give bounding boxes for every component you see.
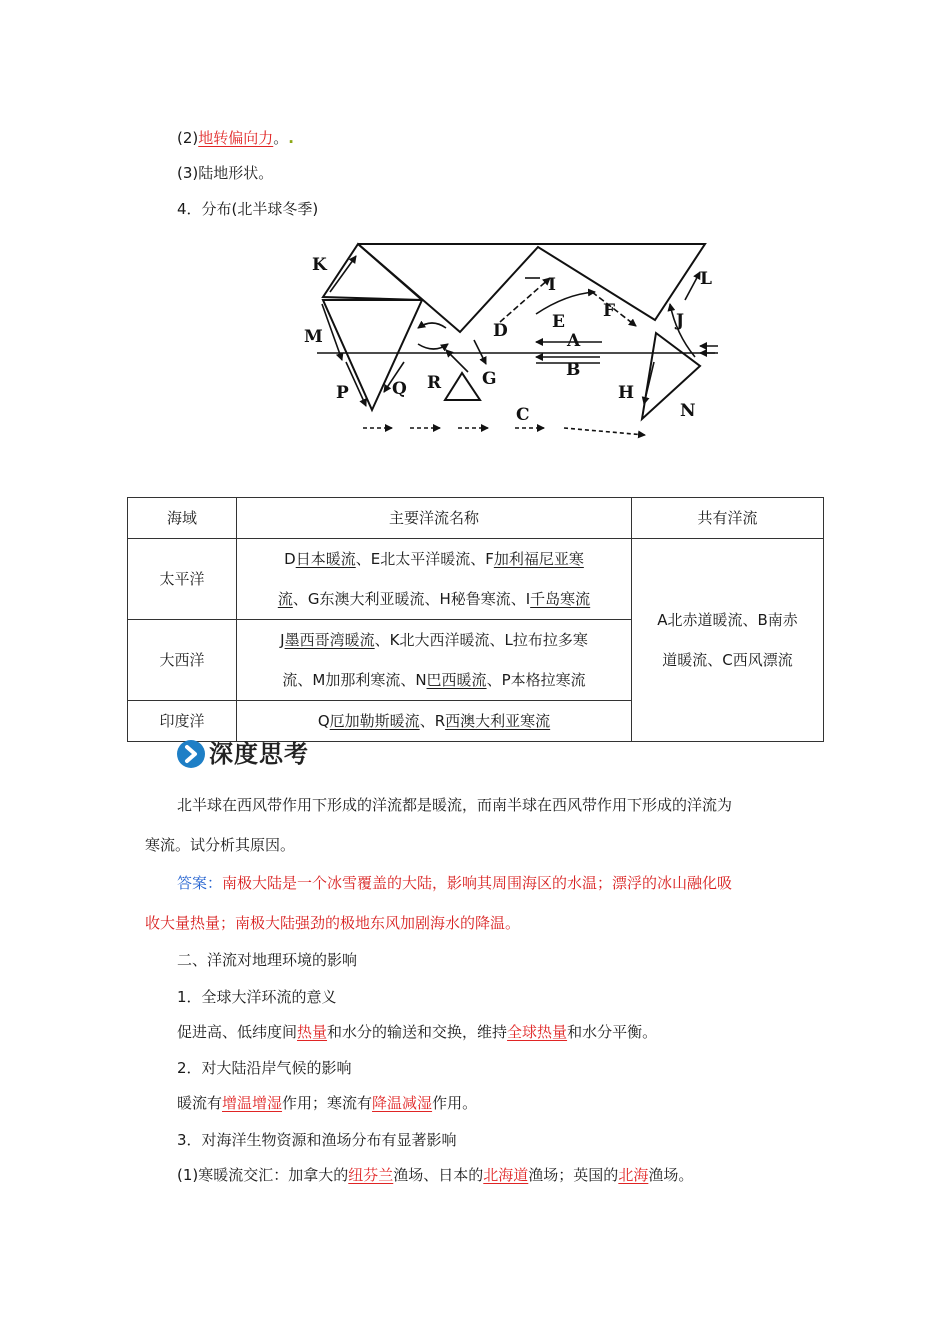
text-line-landform: (3)陆地形状。	[177, 164, 274, 182]
ocean-current-diagram	[300, 232, 730, 444]
cell-indian-currents: Q厄加勒斯暖流、R西澳大利亚寒流	[237, 701, 632, 742]
arrow-D	[500, 278, 550, 322]
label-A: A	[567, 331, 581, 351]
label-P: P	[336, 383, 349, 403]
cell-indian-name: 印度洋	[128, 701, 237, 742]
arrow-L	[685, 272, 700, 300]
text-climate: 暖流有增温增湿作用；寒流有降温减湿作用。	[177, 1094, 478, 1112]
section-title: 深度思考	[209, 740, 309, 768]
cell-pacific-name: 太平洋	[128, 539, 237, 620]
arrow-C-5	[564, 428, 645, 435]
ocean-current-table	[127, 497, 824, 742]
answer-line-2: 收大量热量；南极大陆强劲的极地东风加剧海水的降温。	[145, 914, 521, 932]
label-H: H	[618, 383, 635, 403]
text-line-deflection: (2)地转偏向力。.	[177, 129, 294, 147]
heading-global-circulation: 1．全球大洋环流的意义	[177, 988, 337, 1006]
chevron-right-icon	[177, 740, 205, 768]
arrow-G	[474, 340, 486, 364]
answer-line-1: 答案：南极大陆是一个冰雪覆盖的大陆，影响其周围海区的水温；漂浮的冰山融化吸	[177, 874, 733, 892]
question-line-2: 寒流。试分析其原因。	[145, 836, 296, 854]
table-header-row	[128, 498, 824, 539]
label-I: I	[548, 275, 556, 295]
decorative-dot: .	[288, 129, 294, 147]
question-line-1: 北半球在西风带作用下形成的洋流都是暖流，而南半球在西风带作用下形成的洋流为	[177, 796, 733, 814]
label-L: L	[700, 269, 712, 289]
cell-pacific-currents: D日本暖流、E北太平洋暖流、F加利福尼亚寒 流、G东澳大利亚暖流、H秘鲁寒流、I千岛寒流	[237, 539, 632, 620]
label-R: R	[427, 373, 442, 393]
text-global-circulation: 促进高、低纬度间热量和水分的输送和交换，维持全球热量和水分平衡。	[177, 1023, 658, 1041]
header-shared-currents: 共有洋流	[632, 498, 824, 539]
answer-label: 答案：	[177, 874, 223, 892]
cell-atlantic-name: 大西洋	[128, 620, 237, 701]
arrow-P	[346, 362, 366, 406]
heading-impact: 二、洋流对地理环境的影响	[177, 951, 358, 969]
label-F: F	[603, 301, 616, 321]
header-sea-area: 海域	[128, 498, 237, 539]
arrow-indian-north	[418, 323, 446, 328]
arrow-H	[644, 362, 654, 404]
label-Q: Q	[392, 379, 407, 399]
label-B: B	[566, 360, 581, 380]
continent-outlines	[323, 244, 705, 419]
arrow-M	[322, 304, 342, 360]
arrow-K	[330, 256, 356, 292]
label-D: D	[493, 321, 508, 341]
arrow-E	[536, 292, 595, 314]
cell-atlantic-currents: J墨西哥湾暖流、K北大西洋暖流、L拉布拉多寒 流、M加那利寒流、N巴西暖流、P本格拉寒流	[237, 620, 632, 701]
label-K: K	[312, 255, 327, 275]
cell-shared-currents: A北赤道暖流、B南赤 道暖流、C西风漂流	[632, 539, 824, 742]
label-M: M	[304, 327, 323, 347]
arrow-indian-south	[418, 344, 448, 349]
table-row-pacific	[128, 539, 824, 620]
label-J: J	[676, 311, 685, 331]
heading-climate: 2．对大陆沿岸气候的影响	[177, 1059, 352, 1077]
heading-fisheries: 3．对海洋生物资源和渔场分布有显著影响	[177, 1131, 457, 1149]
label-C: C	[516, 405, 530, 425]
label-G: G	[482, 369, 497, 389]
label-E: E	[552, 312, 565, 332]
answer-fill-deflection-force: 地转偏向力	[198, 129, 274, 147]
label-N: N	[680, 401, 696, 421]
text-fisheries: (1)寒暖流交汇：加拿大的纽芬兰渔场、日本的北海道渔场；英国的北海渔场。	[177, 1166, 694, 1184]
text-line-distribution: 4．分布(北半球冬季)	[177, 200, 319, 218]
header-main-currents: 主要洋流名称	[237, 498, 632, 539]
